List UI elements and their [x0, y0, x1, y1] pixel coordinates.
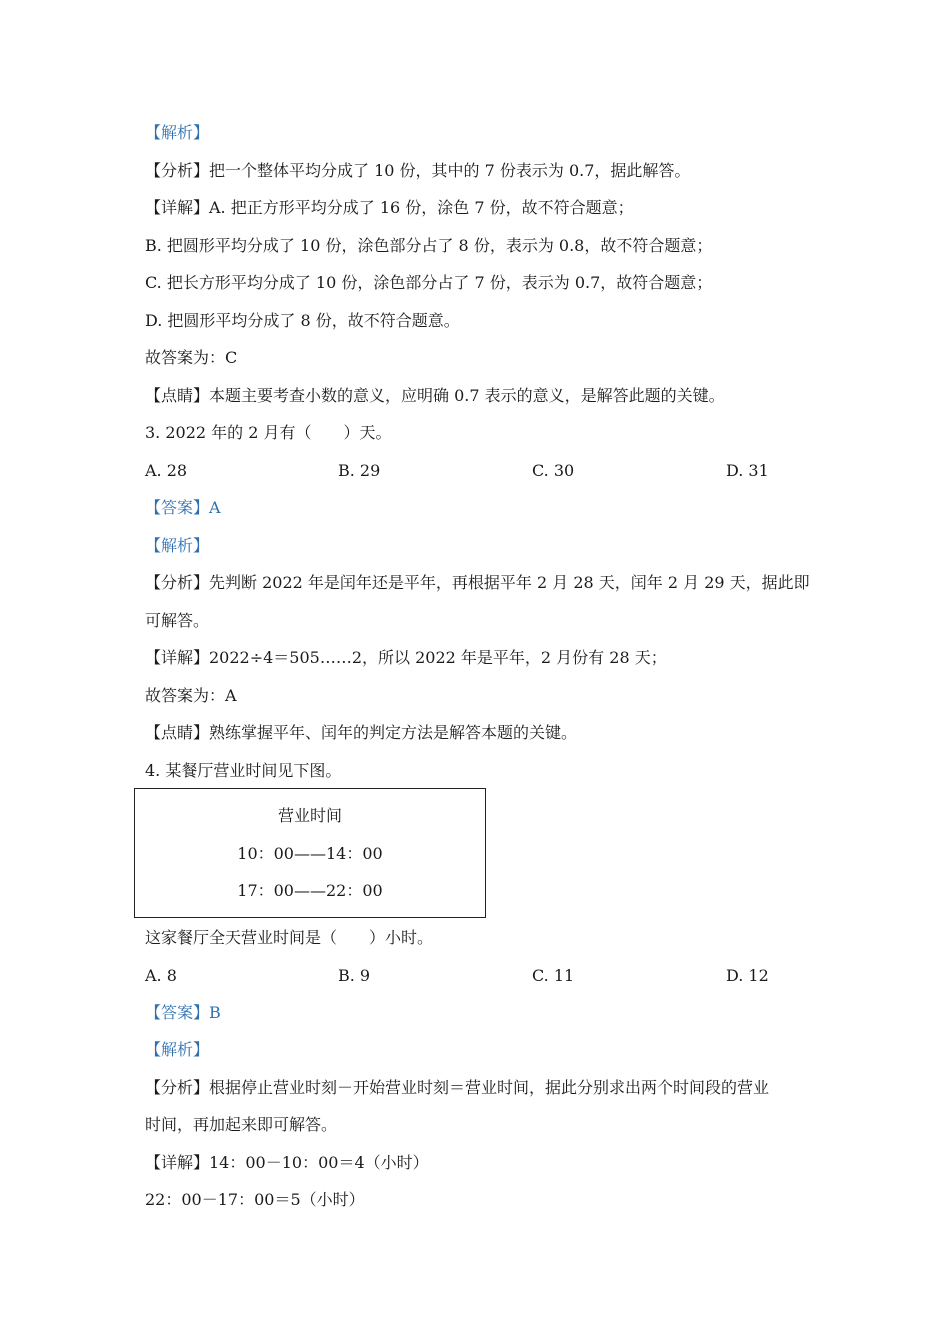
q3-option-c: C. 30 — [532, 461, 575, 480]
answer-conclusion: 故答案为：C — [145, 348, 238, 367]
detail-text: C. 把长方形平均分成了 10 份，涂色部分占了 7 份，表示为 0.7，故符合题意； — [145, 273, 713, 292]
analysis-text: 可解答。 — [145, 611, 210, 630]
answer-heading: 【答案】B — [145, 1003, 221, 1022]
q4-option-c: C. 11 — [532, 966, 575, 985]
detail-text: 【详解】14：00－10：00＝4（小时） — [145, 1153, 429, 1172]
analysis-heading: 【解析】 — [145, 123, 210, 142]
hours-title: 营业时间 — [277, 806, 342, 825]
key-point-text: 【点睛】熟练掌握平年、闰年的判定方法是解答本题的关键。 — [145, 723, 578, 742]
answer-conclusion: 故答案为：A — [145, 686, 237, 705]
q4-option-a: A. 8 — [145, 966, 177, 985]
q3-option-b: B. 29 — [338, 461, 381, 480]
analysis-heading: 【解析】 — [145, 1040, 210, 1059]
hours-slot-2: 17：00——22：00 — [237, 881, 383, 900]
detail-text: D. 把圆形平均分成了 8 份，故不符合题意。 — [145, 311, 460, 330]
analysis-text: 【分析】把一个整体平均分成了 10 份，其中的 7 份表示为 0.7，据此解答。 — [145, 161, 691, 180]
q4-option-b: B. 9 — [338, 966, 371, 985]
question-4: 4. 某餐厅营业时间见下图。 — [145, 761, 342, 780]
business-hours-box — [134, 788, 486, 918]
analysis-text: 【分析】先判断 2022 年是闰年还是平年，再根据平年 2 月 28 天，闰年 2 月 29 天，据此即 — [145, 573, 810, 592]
q4-option-d: D. 12 — [726, 966, 769, 985]
q3-option-d: D. 31 — [726, 461, 769, 480]
detail-text: 【详解】2022÷4＝505……2，所以 2022 年是平年，2 月份有 28 天； — [145, 648, 667, 667]
detail-text: 22：00－17：00＝5（小时） — [145, 1190, 365, 1209]
detail-text: B. 把圆形平均分成了 10 份，涂色部分占了 8 份，表示为 0.8，故不符合题意； — [145, 236, 713, 255]
detail-text: 【详解】A. 把正方形平均分成了 16 份，涂色 7 份，故不符合题意； — [145, 198, 634, 217]
question-4-stem: 这家餐厅全天营业时间是（ ）小时。 — [145, 928, 434, 947]
answer-heading: 【答案】A — [145, 498, 221, 517]
question-3: 3. 2022 年的 2 月有（ ）天。 — [145, 423, 392, 442]
q3-option-a: A. 28 — [145, 461, 188, 480]
hours-slot-1: 10：00——14：00 — [237, 844, 383, 863]
analysis-text: 【分析】根据停止营业时刻－开始营业时刻＝营业时间，据此分别求出两个时间段的营业 — [145, 1078, 770, 1097]
analysis-heading: 【解析】 — [145, 536, 210, 555]
analysis-text: 时间，再加起来即可解答。 — [145, 1115, 338, 1134]
key-point-text: 【点睛】本题主要考查小数的意义，应明确 0.7 表示的意义，是解答此题的关键。 — [145, 386, 725, 405]
